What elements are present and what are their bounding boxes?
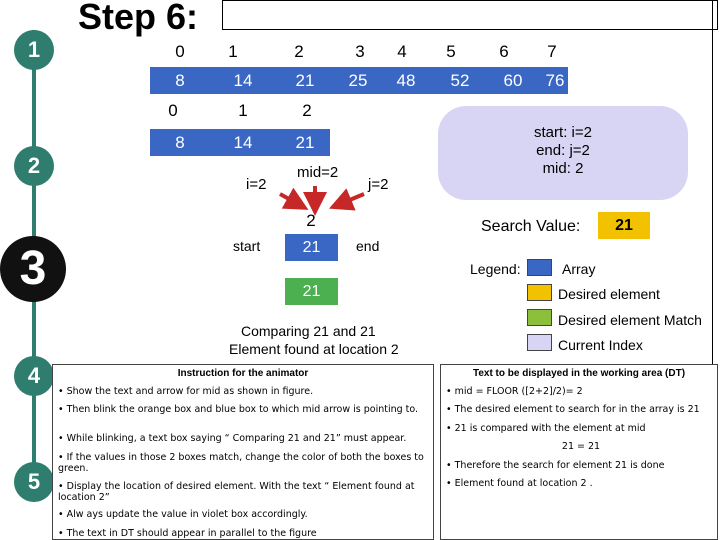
step-1-marker[interactable]: 1 — [14, 30, 54, 70]
display-item: • Element found at location 2 . — [446, 478, 593, 489]
legend-array-label: Array — [562, 261, 596, 277]
found-text: Element found at location 2 — [229, 341, 399, 357]
legend-match-swatch — [527, 309, 552, 326]
search-label: Search Value: — [481, 218, 581, 235]
start-label: start — [233, 238, 261, 254]
instruction-item: • Alw ays update the value in violet box accordingly. — [58, 509, 308, 520]
instruction-item: • Then blink the orange box and blue box to which mid arrow is pointing to. — [58, 404, 419, 415]
working-area-border — [712, 0, 720, 370]
instruction-item: • Display the location of desired element. With the text “ Element found at location 2” — [58, 481, 415, 503]
pointer-mid-label: mid=2 — [297, 164, 339, 181]
array1-cell: 60 — [503, 71, 523, 90]
array1-cell: 8 — [175, 71, 185, 90]
array2-index: 1 — [238, 101, 248, 120]
arrow-j — [340, 194, 364, 204]
arrow-i — [280, 194, 298, 204]
array1-index: 5 — [446, 42, 456, 61]
array2-index: 2 — [302, 101, 312, 120]
array2-cell: 14 — [233, 133, 253, 152]
array1-cell: 48 — [396, 71, 416, 90]
display-item: 21 = 21 — [561, 441, 601, 452]
display-item: • mid = FLOOR ([2+2]/2)= 2 — [446, 386, 583, 397]
status-start: start: i=2 — [534, 124, 592, 141]
comparison-text: Comparing 21 and 21 — [241, 323, 376, 339]
array1-index: 6 — [499, 42, 509, 61]
display-item: • The desired element to search for in the array is 21 — [446, 404, 700, 415]
pointer-i-label: i=2 — [246, 176, 267, 193]
match-cell: 21 — [285, 278, 338, 305]
page-title: Step 6: — [78, 0, 199, 37]
step-5-marker[interactable]: 5 — [14, 462, 54, 502]
legend-desired-swatch — [527, 284, 552, 301]
array1-cell: 25 — [348, 71, 368, 90]
legend-array-swatch — [527, 259, 552, 276]
instruction-item: • Show the text and arrow for mid as shown in figure. — [58, 386, 314, 397]
array1-cell: 14 — [233, 71, 253, 90]
status-end: end: j=2 — [536, 142, 590, 159]
array1-cell: 52 — [450, 71, 470, 90]
end-label: end — [356, 238, 380, 254]
step-4-marker[interactable]: 4 — [14, 356, 54, 396]
array2-index: 0 — [168, 101, 178, 120]
title-frame — [222, 0, 718, 30]
display-item: • Therefore the search for element 21 is done — [446, 460, 665, 471]
display-item: • 21 is compared with the element at mid — [446, 423, 646, 434]
search-value-box: 21 — [598, 212, 650, 239]
legend-desired-label: Desired element — [558, 286, 660, 302]
legend-current-swatch — [527, 334, 552, 351]
legend-match-label: Desired element Match — [558, 312, 702, 328]
legend-title: Legend: — [470, 261, 521, 277]
step-2-marker[interactable]: 2 — [14, 146, 54, 186]
array2-cell: 8 — [175, 133, 185, 152]
legend-current-label: Current Index — [558, 337, 643, 353]
status-mid: mid: 2 — [542, 160, 584, 177]
array1-index: 2 — [294, 42, 304, 61]
pointer-j-label: j=2 — [368, 176, 389, 193]
array2-cell: 21 — [295, 133, 315, 152]
instruction-item: • The text in DT should appear in parallel to the figure — [58, 528, 317, 539]
step-3-marker[interactable]: 3 — [0, 236, 66, 302]
array1-index: 4 — [397, 42, 407, 61]
mid-cell: 21 — [285, 234, 338, 261]
animator-instructions-header: Instruction for the animator — [177, 368, 309, 379]
array1-index: 7 — [547, 42, 557, 61]
instruction-item: • While blinking, a text box saying “ Comparing 21 and 21” must appear. — [58, 433, 407, 444]
status-box — [438, 106, 688, 200]
array1-index: 3 — [355, 42, 365, 61]
mid-index: 2 — [306, 211, 316, 230]
instruction-item: • If the values in those 2 boxes match, change the color of both the boxes to green. — [58, 452, 424, 474]
array1-cell: 76 — [545, 71, 565, 90]
array1-index: 0 — [175, 42, 185, 61]
array1-cell: 21 — [295, 71, 315, 90]
array1-index: 1 — [228, 42, 238, 61]
display-text-header: Text to be displayed in the working area (DT) — [472, 368, 686, 379]
